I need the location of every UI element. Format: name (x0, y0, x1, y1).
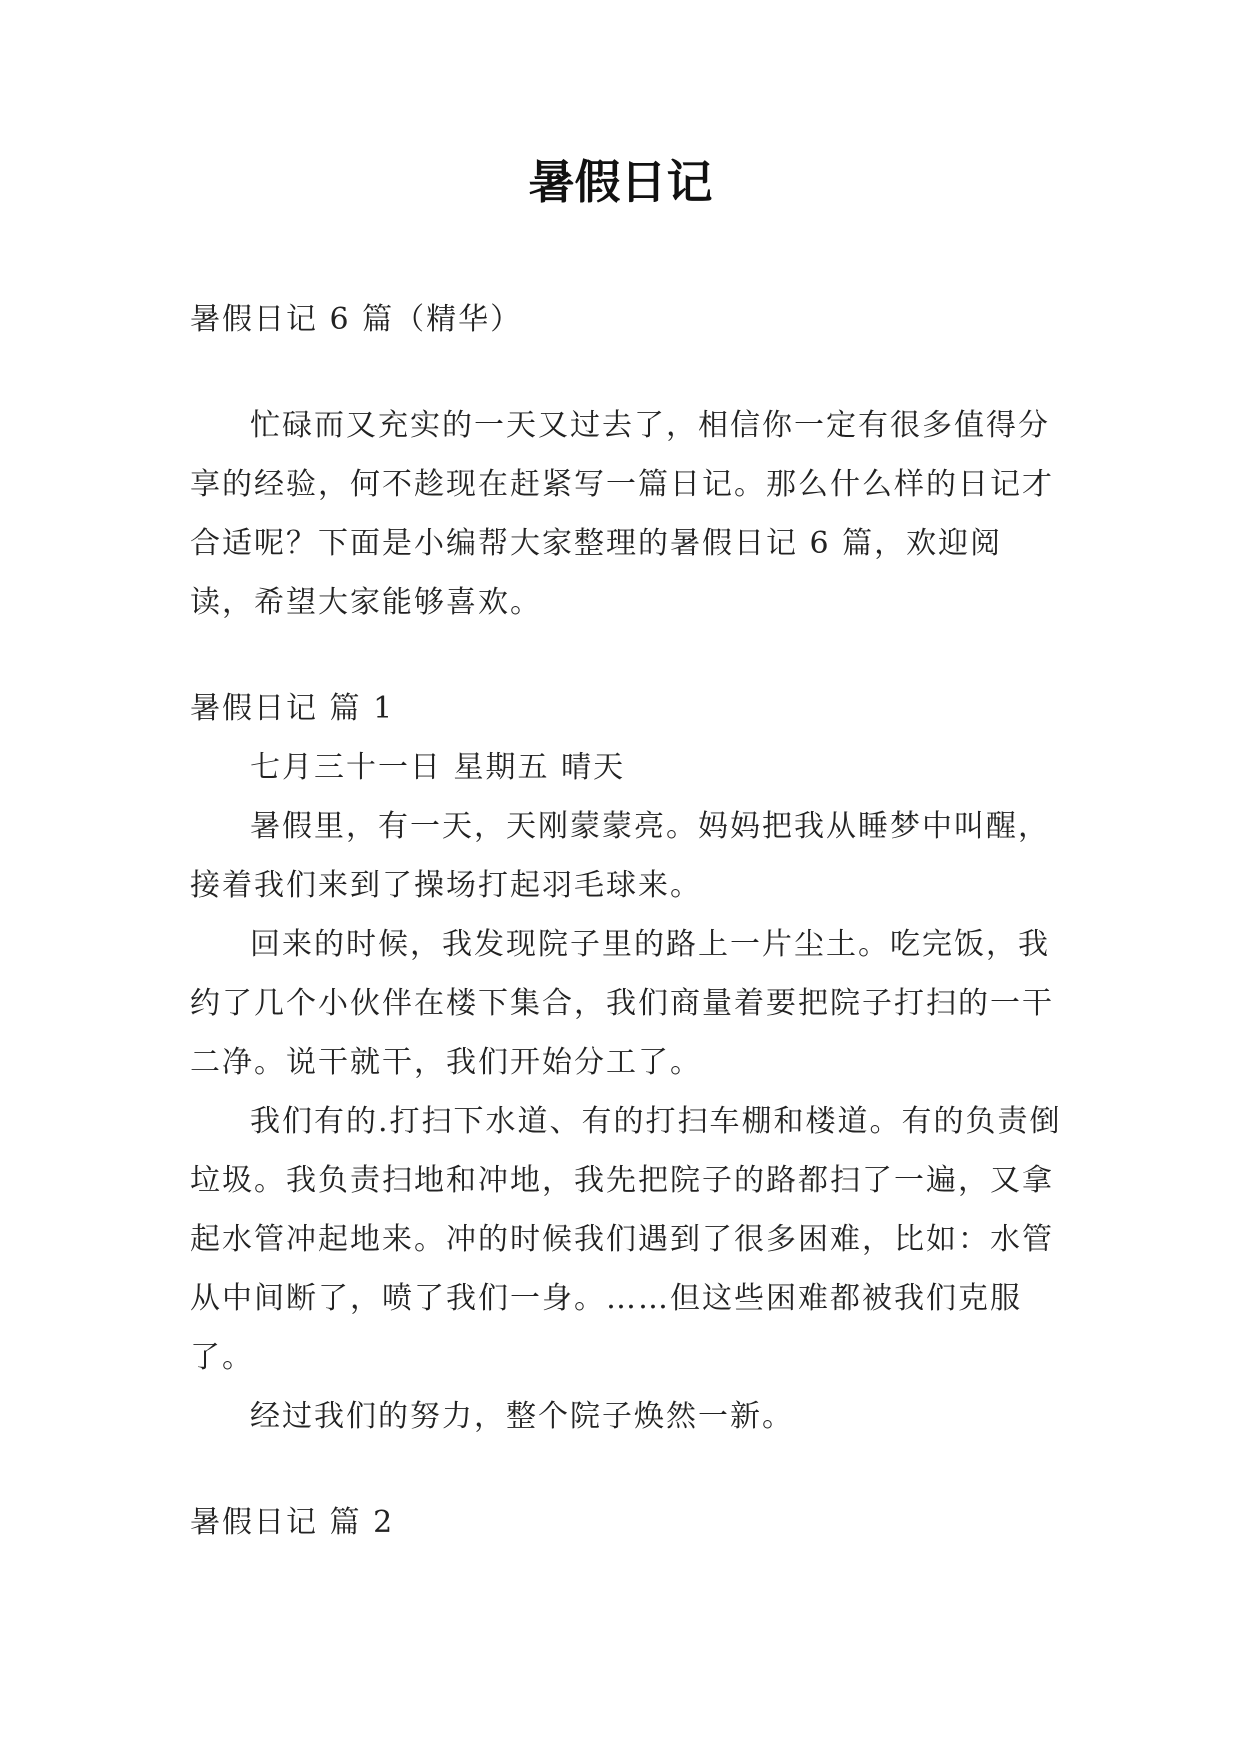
section-1-date-line: 七月三十一日 星期五 晴天 (250, 750, 626, 785)
section-1-paragraph: 我们有的.打扫下水道、有的打扫车棚和楼道。有的负责倒垃圾。我负责扫地和冲地，我先把院子的路都扫了一遍，又拿起水管冲起地来。冲的时候我们遇到了很多困难，比如：水管从中间断了，喷了我们一身。……但这些困难都被我们克服了。 (190, 1104, 1062, 1375)
section-1-heading: 暑假日记 篇 1 (190, 691, 395, 726)
document-subtitle: 暑假日记 6 篇（精华） (190, 302, 523, 337)
section-2-heading: 暑假日记 篇 2 (190, 1505, 395, 1540)
document-title: 暑假日记 (528, 155, 713, 209)
section-1-paragraph: 经过我们的努力，整个院子焕然一新。 (250, 1399, 794, 1434)
section-1-paragraph: 暑假里，有一天，天刚蒙蒙亮。妈妈把我从睡梦中叫醒，接着我们来到了操场打起羽毛球来。 (190, 809, 1050, 903)
document-body (190, 290, 1065, 1552)
intro-paragraph: 忙碌而又充实的一天又过去了，相信你一定有很多值得分享的经验，何不趁现在赶紧写一篇日记。那么什么样的日记才合适呢？下面是小编帮大家整理的暑假日记 6 篇，欢迎阅读，希望大家能够喜欢。 (190, 408, 1054, 620)
section-1-paragraph: 回来的时候，我发现院子里的路上一片尘土。吃完饭，我约了几个小伙伴在楼下集合，我们商量着要把院子打扫的一干二净。说干就干，我们开始分工了。 (190, 927, 1054, 1080)
